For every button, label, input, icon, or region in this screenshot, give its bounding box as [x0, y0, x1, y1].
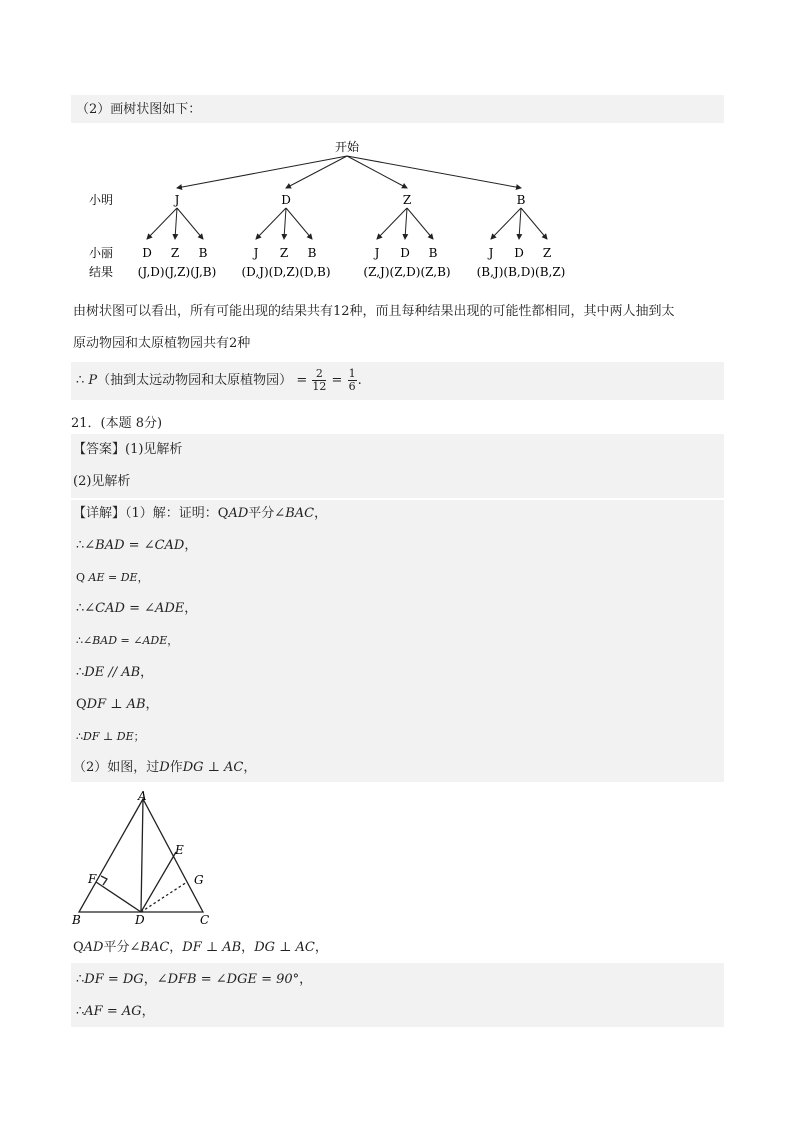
tree-node-l2-3-0: J — [488, 246, 494, 260]
triangle-svg — [71, 790, 211, 928]
triangle-figure — [71, 790, 211, 928]
tree-edge-3-0 — [491, 208, 521, 239]
tree-level1-label: 小明 — [89, 193, 114, 207]
tree-node-l2-0-0: D — [142, 246, 152, 260]
tree-node-l2-1-0: J — [253, 246, 259, 260]
tree-node-l2-3-2: Z — [542, 246, 552, 260]
part2-line: （2）如图，过D作DG ⊥ AC， — [73, 760, 257, 775]
tree-edge-1-2 — [286, 208, 312, 239]
after-line0: QAD平分∠BAC，DF ⊥ AB，DG ⊥ AC， — [73, 940, 328, 955]
label-B: B — [72, 913, 81, 927]
after-line2: ∴AF = AG， — [76, 1004, 155, 1019]
detail-l0-tail: ， — [314, 506, 328, 521]
tree-edge-2-2 — [407, 208, 433, 239]
tree-edge-root-1 — [286, 156, 347, 188]
tree-node-l1-1: D — [281, 193, 291, 207]
tree-edge-0-1 — [175, 208, 177, 239]
tree-node-l2-2-0: J — [374, 246, 380, 260]
tree-diagram — [71, 136, 583, 286]
answer-label: 【答案】 — [73, 442, 126, 457]
tree-node-l1-3: B — [516, 193, 526, 207]
tree-node-l2-0-1: Z — [170, 246, 180, 260]
detail-label: 【详解】 — [73, 506, 126, 521]
period: . — [357, 373, 362, 388]
tree-node-l2-2-1: D — [400, 246, 410, 260]
answer1: (1)见解析 — [125, 442, 183, 457]
proof-line3: ∴∠CAD = ∠ADE， — [76, 601, 198, 616]
tree-node-l1-0: J — [174, 193, 180, 207]
proof-line5: ∴DE // AB， — [76, 665, 154, 680]
label-G: G — [194, 873, 204, 887]
label-A: A — [138, 790, 147, 803]
eq2: = — [331, 373, 343, 388]
answer-line1 — [73, 442, 182, 458]
tree-results-3: (B,J)(B,D)(B,Z) — [476, 265, 566, 279]
label-D: D — [135, 913, 145, 927]
label-E: E — [175, 843, 184, 857]
section21-header: 21．(本题 8分) — [71, 416, 163, 431]
tree-edge-1-1 — [284, 208, 286, 239]
tree-node-l2-0-2: B — [198, 246, 208, 260]
explain-line1: 由树状图可以看出，所有可能出现的结果共有12种，而且每种结果出现的可能性都相同，其中两人抽到太 — [73, 304, 675, 319]
tree-edge-2-0 — [377, 208, 407, 239]
detail-l0-math2: ∠BAC — [274, 506, 315, 521]
prob-event: （抽到太远动物园和太原植物园） — [97, 373, 293, 388]
prob-P: P — [88, 373, 98, 388]
tree-edge-root-2 — [347, 156, 407, 188]
tree-diagram-svg — [71, 136, 583, 286]
tree-edge-1-0 — [256, 208, 286, 239]
proof-line6: QDF ⊥ AB， — [76, 697, 159, 712]
tree-edge-root-0 — [177, 156, 347, 188]
tree-root: 开始 — [334, 140, 360, 154]
part2-intro: （2）画树状图如下： — [76, 102, 202, 117]
fraction-2-12: $\frac{2}{12}$ — [312, 367, 327, 393]
tree-results-2: (Z,J)(Z,D)(Z,B) — [363, 265, 451, 279]
tree-node-l1-2: Z — [402, 193, 412, 207]
eq1: = — [296, 373, 308, 388]
detail-intro: （1）解：证明： — [125, 506, 218, 521]
tree-level2-label: 小丽 — [89, 246, 114, 260]
tree-result-label: 结果 — [89, 265, 114, 279]
tree-edge-3-2 — [521, 208, 547, 239]
detail-l0-math: AD — [228, 506, 249, 521]
fraction-1-6: $\frac{1}{6}$ — [348, 367, 356, 393]
label-F: F — [88, 872, 97, 886]
tree-node-l2-1-2: B — [307, 246, 317, 260]
explain-line2: 原动物园和太原植物园共有2种 — [73, 336, 251, 351]
tree-edge-root-3 — [347, 156, 521, 188]
tree-node-l2-3-1: D — [514, 246, 524, 260]
detail-l0-post: 平分 — [248, 506, 275, 521]
tree-results-0: (J,D)(J,Z)(J,B) — [137, 265, 217, 279]
answer-line2: (2)见解析 — [73, 474, 131, 489]
label-C: C — [200, 913, 210, 927]
tree-edge-2-1 — [405, 208, 407, 239]
tree-edge-0-0 — [147, 208, 177, 239]
proof-line4: ∴∠BAD = ∠ADE， — [76, 634, 179, 647]
tree-node-l2-2-2: B — [428, 246, 438, 260]
tree-edge-0-2 — [177, 208, 203, 239]
tree-edge-3-1 — [519, 208, 521, 239]
tree-node-l2-1-1: Z — [279, 246, 289, 260]
therefore-symbol: ∴ — [76, 373, 85, 388]
proof-line1: ∴∠BAD = ∠CAD， — [76, 538, 198, 553]
detail-l0-pre: Q — [217, 506, 229, 521]
after-line1: ∴DF = DG，∠DFB = ∠DGE = 90°， — [76, 972, 313, 987]
proof-line7: ∴DF ⊥ DE； — [76, 730, 145, 743]
detail-line0 — [73, 506, 327, 522]
tree-results-1: (D,J)(D,Z)(D,B) — [241, 265, 331, 279]
probability-line — [76, 368, 362, 393]
proof-line2: Q AE = DE， — [76, 571, 149, 584]
